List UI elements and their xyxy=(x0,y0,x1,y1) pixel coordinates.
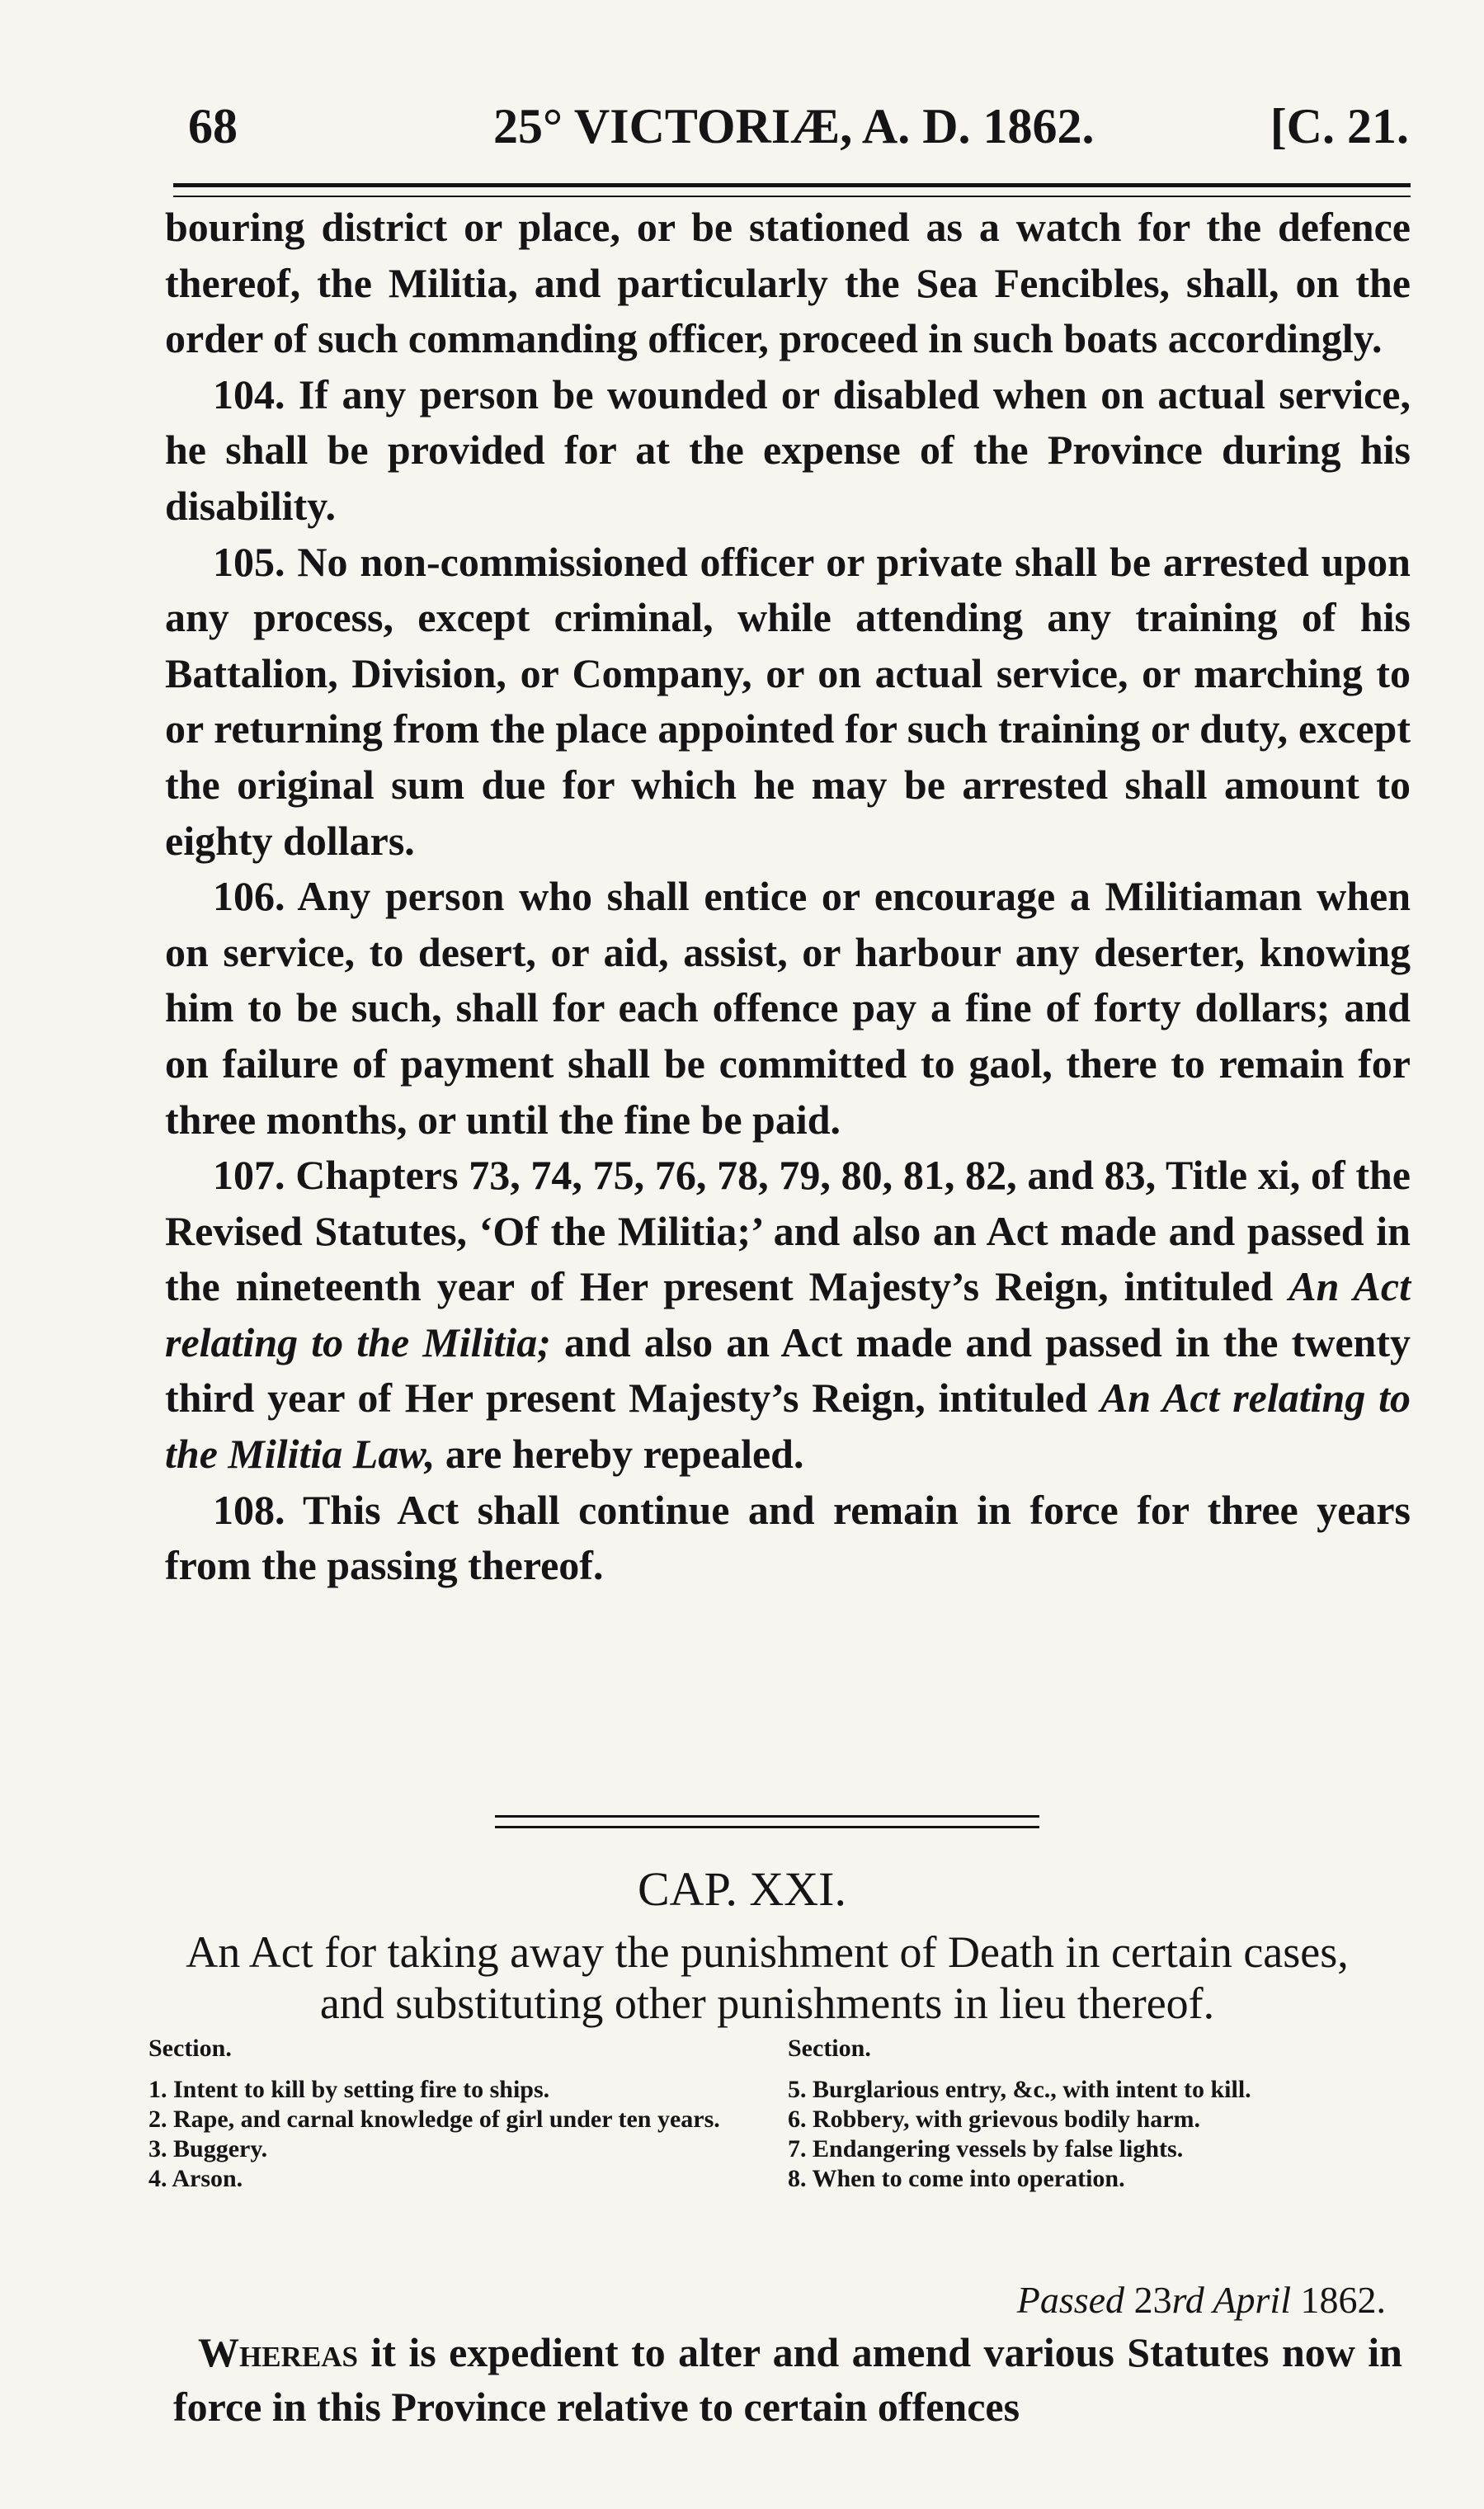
section-index-item: 4. Arson. xyxy=(148,2165,243,2192)
section-107-part-b: and also an Act made and passed in the twenty third year of Her present Majesty’s Reign, intituled xyxy=(165,1318,1411,1422)
preamble-text: it is expedient to alter and amend various Statutes now in force in this Province relative to certain offences xyxy=(173,2329,1402,2430)
preamble-paragraph xyxy=(173,2325,1402,2434)
chapter-description: An Act for taking away the punishment of Death in certain cases, and substituting other punishments in lieu thereof. xyxy=(186,1927,1349,2028)
running-title: 25° VICTORIÆ, A. D. 1862. xyxy=(493,99,1095,153)
preamble xyxy=(173,2325,1402,2434)
running-header xyxy=(188,89,1409,163)
section-index-item: 1. Intent to kill by setting fire to ships. xyxy=(148,2076,550,2103)
statute-body xyxy=(165,200,1411,1594)
chapter-marker: [C. 21. xyxy=(1270,99,1409,153)
section-107-part-c: are hereby repealed. xyxy=(435,1431,804,1478)
section-index-item: 3. Buggery. xyxy=(148,2135,268,2162)
chapter-divider-rule xyxy=(495,1815,1039,1828)
page-number: 68 xyxy=(188,99,238,153)
section-index-left xyxy=(148,2034,775,2194)
section-107-part-a: 107. Chapters 73, 74, 75, 76, 78, 79, 80, 81, 82, and 83, Title xi, of the Revised Statutes, ‘Of the Militia;’ and also an Act made and passed in the nineteenth year of Her present Majesty’s Reign, intituled xyxy=(165,1152,1411,1310)
passed-year: 1862. xyxy=(1300,2279,1386,2321)
section-104: 104. If any person be wounded or disabled when on actual service, he shall be provided for at the expense of the Province during his disability. xyxy=(165,370,1411,529)
section-108: 108. This Act shall continue and remain in force for three years from the passing thereof. xyxy=(165,1486,1411,1589)
section-105: 105. No non-commissioned officer or private shall be arrested upon any process, except criminal, while attending any training of his Battalion, Division, or Company, or on actual service, or marching to or returning from the place appointed for such training or duty, except the original sum due for which he may be arrested shall amount to eighty dollars. xyxy=(165,538,1411,864)
section-index-item: 2. Rape, and carnal knowledge of girl under ten years. xyxy=(148,2106,720,2133)
act-title-militia: An Act relating to the Militia; xyxy=(165,1263,1411,1365)
section-index-item: 8. When to come into operation. xyxy=(788,2165,1125,2192)
continuation-paragraph: bouring district or place, or be stationed as a watch for the defence thereof, the Militia, and particularly the Sea Fencibles, shall, on the order of such commanding officer, proceed in such boats accordingly. xyxy=(165,204,1411,362)
passed-date xyxy=(874,2276,1386,2325)
header-rule xyxy=(173,183,1411,197)
section-index-item: 7. Endangering vessels by false lights. xyxy=(788,2135,1184,2162)
act-title-militia-law: An Act relating to the Militia Law, xyxy=(165,1375,1411,1478)
section-index-heading: Section. xyxy=(788,2035,871,2062)
section-index-heading: Section. xyxy=(148,2035,232,2062)
chapter-title: CAP. XXI. xyxy=(638,1862,846,1916)
passed-day: 23 xyxy=(1133,2279,1172,2321)
section-107 xyxy=(165,1148,1411,1483)
passed-prefix: Passed xyxy=(1016,2279,1134,2321)
section-106: 106. Any person who shall entice or encourage a Militiaman when on service, to desert, or aid, assist, or harbour any deserter, knowing him to be such, shall for each offence pay a fine of forty dollars; and on failure of payment shall be committed to gaol, there to remain for three months, or until the fine be paid. xyxy=(165,873,1411,1143)
section-index-item: 6. Robbery, with grievous bodily harm. xyxy=(788,2106,1201,2133)
preamble-lead-word: Whereas xyxy=(198,2329,358,2375)
section-index-item: 5. Burglarious entry, &c., with intent to kill. xyxy=(788,2076,1251,2103)
passed-suffix: rd April xyxy=(1171,2279,1301,2321)
section-index-right xyxy=(788,2034,1398,2194)
